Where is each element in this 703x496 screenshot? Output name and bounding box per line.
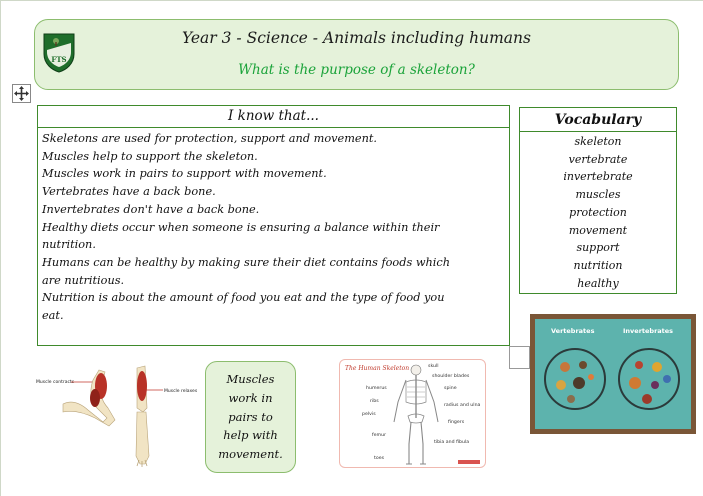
vocabulary-list bbox=[520, 132, 676, 292]
vocabulary-item: muscles bbox=[575, 188, 621, 202]
callout-line: movement. bbox=[218, 447, 283, 462]
page-subtitle: What is the purpose of a skeleton? bbox=[238, 62, 475, 78]
vertebrates-invertebrates-image bbox=[530, 314, 696, 434]
header-banner bbox=[34, 19, 679, 90]
vocabulary-item: invertebrate bbox=[563, 170, 633, 184]
radius-ulna-label: radius and ulna bbox=[444, 403, 481, 408]
vocabulary-item: nutrition bbox=[573, 258, 623, 272]
ribs-label: ribs bbox=[370, 399, 379, 404]
tibia-fibula-label: tibia and fibula bbox=[434, 440, 470, 445]
vocabulary-item: movement bbox=[568, 223, 628, 237]
skull-label: skull bbox=[428, 364, 439, 369]
knowledge-line: Humans can be healthy by making sure their diet contains foods which bbox=[42, 255, 451, 269]
skeleton-title: The Human Skeleton bbox=[345, 365, 410, 372]
muscle-contracts-label: Muscle contracts bbox=[36, 380, 75, 385]
spine-label: spine bbox=[444, 386, 457, 391]
knowledge-title: I know that... bbox=[38, 106, 509, 128]
knowledge-line: Muscles work in pairs to support with movement. bbox=[42, 167, 327, 181]
vocabulary-item: healthy bbox=[577, 276, 619, 290]
muscle-relaxes-label: Muscle relaxes bbox=[164, 389, 198, 394]
callout-line: work in bbox=[228, 390, 273, 405]
vocabulary-item: vertebrate bbox=[568, 152, 628, 166]
knowledge-line: Muscles help to support the skeleton. bbox=[42, 149, 258, 163]
arm-muscles-illustration bbox=[33, 360, 203, 468]
vocabulary-item: protection bbox=[569, 205, 627, 219]
shoulder-blades-label: shoulder blades bbox=[432, 374, 470, 379]
knowledge-line: are nutritious. bbox=[42, 273, 125, 287]
school-crest-logo bbox=[42, 32, 76, 73]
vertebrates-label: Vertebrates bbox=[551, 327, 595, 335]
pelvis-label: pelvis bbox=[362, 412, 376, 417]
vocabulary-title: Vocabulary bbox=[520, 108, 676, 132]
human-skeleton-diagram bbox=[339, 359, 486, 468]
muscles-callout bbox=[205, 361, 296, 473]
vocabulary-box bbox=[519, 107, 677, 294]
knowledge-line: Healthy diets occur when someone is ensuring a balance within their bbox=[42, 220, 440, 234]
toes-label: toes bbox=[374, 456, 385, 461]
knowledge-box bbox=[37, 105, 510, 346]
knowledge-line: nutrition. bbox=[42, 238, 96, 252]
animal-hoops bbox=[535, 319, 691, 429]
page-edge bbox=[0, 0, 703, 1]
page-edge bbox=[0, 0, 1, 496]
knowledge-line: Nutrition is about the amount of food you eat and the type of food you bbox=[42, 291, 445, 305]
knowledge-list bbox=[38, 128, 509, 327]
knowledge-line: Invertebrates don't have a back bone. bbox=[42, 202, 260, 216]
callout-line: help with bbox=[223, 428, 278, 443]
image-resize-handle[interactable] bbox=[509, 346, 530, 369]
fingers-label: fingers bbox=[448, 420, 465, 425]
knowledge-line: Skeletons are used for protection, support and movement. bbox=[42, 132, 378, 145]
page-title: Year 3 - Science - Animals including humans bbox=[182, 29, 531, 47]
femur-label: femur bbox=[372, 433, 386, 438]
knowledge-line: Vertebrates have a back bone. bbox=[42, 185, 216, 199]
crest-letters: FTS bbox=[51, 55, 67, 64]
move-arrows-icon bbox=[13, 85, 30, 102]
vocabulary-item: skeleton bbox=[574, 135, 622, 148]
callout-line: Muscles bbox=[226, 372, 275, 386]
humerus-label: humerus bbox=[366, 386, 387, 391]
callout-line: pairs to bbox=[228, 409, 273, 424]
vocabulary-item: support bbox=[576, 241, 620, 255]
knowledge-line: eat. bbox=[42, 309, 64, 323]
vertebrates-board bbox=[535, 319, 691, 429]
move-handle[interactable] bbox=[12, 84, 31, 103]
invertebrates-label: Invertebrates bbox=[623, 327, 674, 335]
